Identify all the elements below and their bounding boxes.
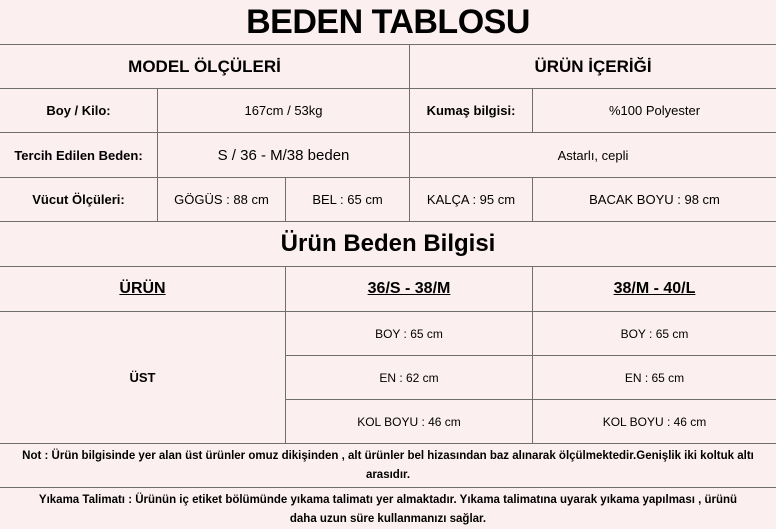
fabric-value: %100 Polyester: [608, 103, 701, 118]
column-header-size-1: 36/S - 38/M: [367, 280, 451, 297]
product-features: Astarlı, cepli: [557, 147, 629, 163]
size1-length: BOY : 65 cm: [375, 326, 443, 341]
size2-length: BOY : 65 cm: [620, 326, 689, 341]
measurement-note-line1: Not : Ürün bilgisinde yer alan üst ürünler omuz dikişinden , alt ürünler bel hizasından baz alınarak ölçülmektedir.Genişlik iki koltuk altı: [22, 450, 754, 462]
washing-instructions-line1: Yıkama Talimatı : Ürünün iç etiket bölümünde yıkama talimatı yer almaktadır. Yıkama talimatına uyarak yıkama yapılması , ürünü: [38, 494, 738, 506]
preferred-size-label: Tercih Edilen Beden:: [14, 147, 143, 163]
size1-sleeve-length: KOL BOYU : 46 cm: [357, 414, 461, 429]
row-label-top: ÜST: [129, 370, 156, 385]
page-title: BEDEN TABLOSU: [246, 3, 530, 41]
waist-value: BEL : 65 cm: [312, 192, 383, 207]
model-measurements-heading: MODEL ÖLÇÜLERİ: [128, 56, 281, 76]
column-header-product: ÜRÜN: [119, 280, 166, 297]
measurement-note-line2: arasıdır.: [365, 469, 411, 481]
body-measurements-label: Vücut Ölçüleri:: [32, 192, 125, 207]
fabric-label: Kumaş bilgisi:: [426, 103, 516, 118]
product-content-heading: ÜRÜN İÇERİĞİ: [534, 56, 652, 76]
column-header-size-2: 38/M - 40/L: [613, 280, 696, 297]
hip-value: KALÇA : 95 cm: [426, 192, 516, 207]
grid-line: [0, 443, 776, 444]
size2-sleeve-length: KOL BOYU : 46 cm: [602, 414, 707, 429]
height-weight-value: 167cm / 53kg: [244, 103, 323, 118]
washing-instructions-line2: daha uzun süre kullanmanızı sağlar.: [289, 513, 487, 525]
grid-line: [0, 487, 776, 488]
size-info-heading: Ürün Beden Bilgisi: [280, 230, 496, 257]
chest-value: GÖGÜS : 88 cm: [174, 192, 269, 207]
height-weight-label: Boy / Kilo:: [46, 103, 111, 118]
size1-width: EN : 62 cm: [379, 370, 439, 385]
preferred-size-value: S / 36 - M/38 beden: [217, 146, 350, 164]
leg-length-value: BACAK BOYU : 98 cm: [589, 192, 720, 207]
size2-width: EN : 65 cm: [624, 370, 685, 385]
